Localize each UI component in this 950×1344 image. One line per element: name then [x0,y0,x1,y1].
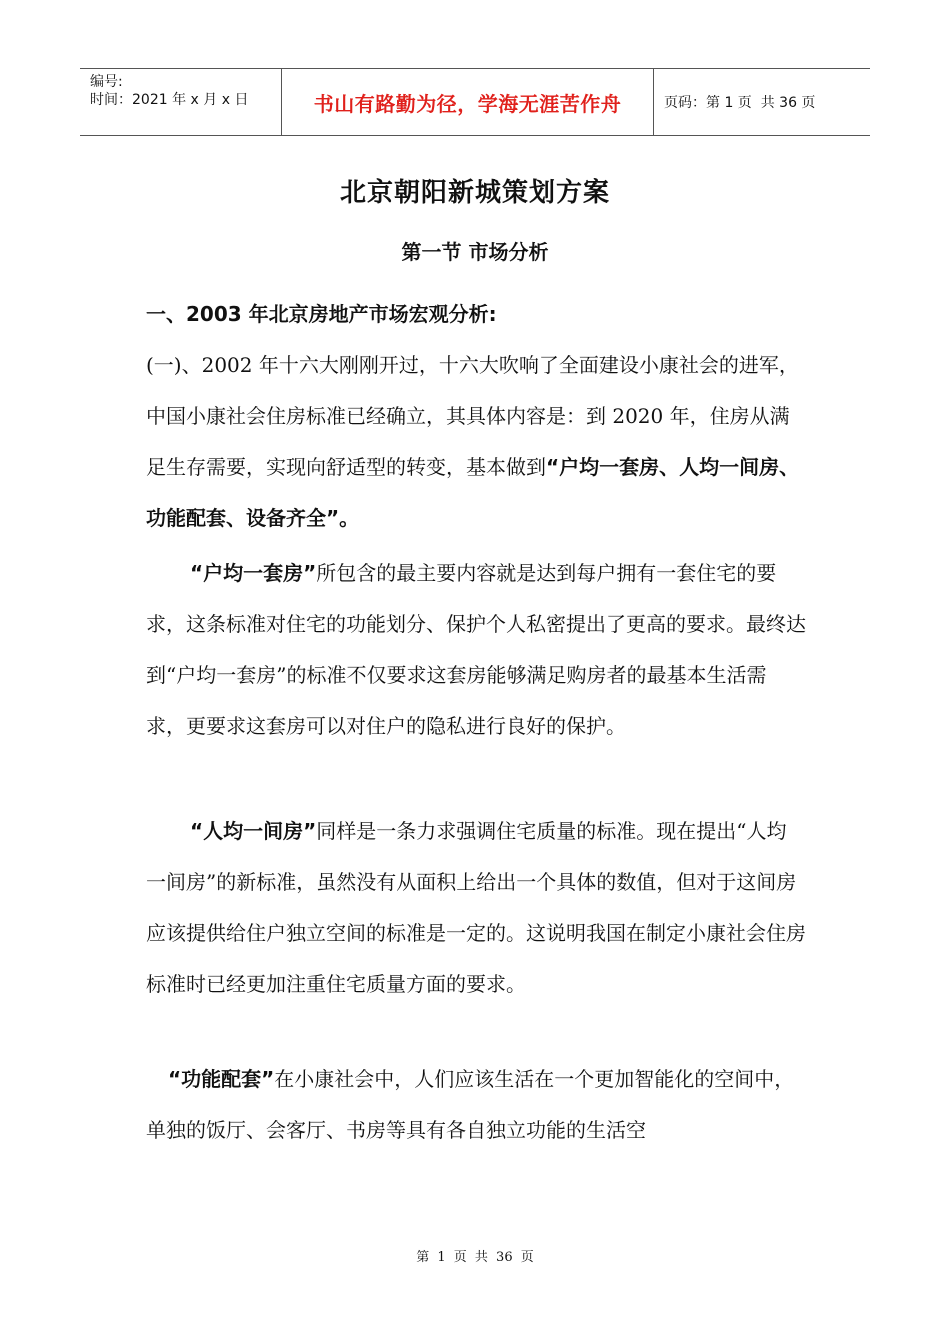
document-title: 北京朝阳新城策划方案 [339,178,610,208]
header-meta [80,69,282,135]
header-page-info [654,69,870,135]
paragraph-3 [146,806,806,1010]
paragraph-3-text: 同样是一条力求强调住宅质量的标准。现在提出“人均一间房”的新标准，虽然没有从面积上给出一个具体的数值，但对于这间房应该提供给住户独立空间的标准是一定的。这说明我国在制定小康社会住房标准时已经更加注重住宅质量方面的要求。 [146,819,806,996]
paragraph-3-bold: “人均一间房” [190,819,317,843]
paragraph-4 [146,1054,806,1156]
paragraph-2-bold: “户均一套房” [190,561,317,585]
paragraph-4-text: 在小康社会中，人们应该生活在一个更加智能化的空间中，单独的饭厅、会客厅、书房等具有各自独立功能的生活空 [146,1067,795,1142]
section-title: 第一节 市场分析 [401,240,549,264]
paragraph-1-bold: “户均一套房、人均一间房、功能配套、设备齐全”。 [146,455,800,530]
paragraph-1 [146,340,806,544]
paragraph-4-bold: “功能配套” [168,1067,275,1091]
paragraph-2 [146,548,806,752]
page-footer: 第 1 页 共 36 页 [416,1250,534,1265]
header-motto: 书山有路勤为径，学海无涯苦作舟 [282,69,654,135]
paragraph-1-text: (一)、2002 年十六大刚刚开过，十六大吹响了全面建设小康社会的进军，中国小康社会住房标准已经确立，其具体内容是：到 2020 年，住房从满足生存需要，实现向舒适型的转变，基本做到 [146,353,799,479]
page-info-text: 页码：第 1 页 共 36 页 [664,95,816,111]
page-header [80,68,870,136]
sub-heading: 一、2003 年北京房地产市场宏观分析: [146,302,497,326]
number-label: 编号: [90,74,123,90]
time-label: 时间：2021 年 x 月 x 日 [90,92,249,108]
paragraph-2-text: 所包含的最主要内容就是达到每户拥有一套住宅的要求，这条标准对住宅的功能划分、保护个人私密提出了更高的要求。最终达到“户均一套房”的标准不仅要求这套房能够满足购房者的最基本生活需求，更要求这套房可以对住户的隐私进行良好的保护。 [146,561,806,738]
